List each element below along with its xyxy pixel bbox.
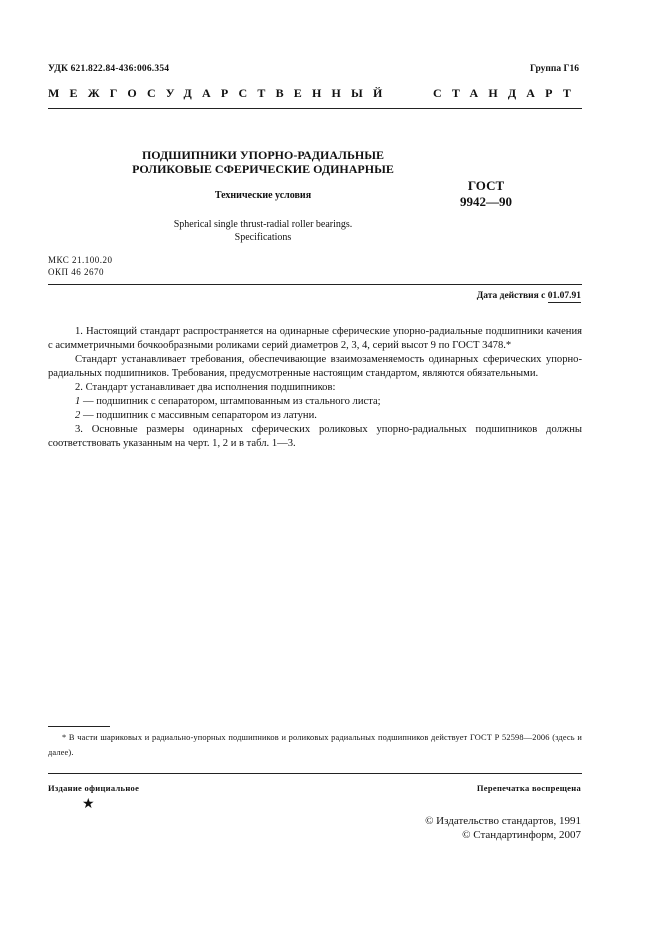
effective-date-label: Дата действия с <box>476 291 546 301</box>
list-item <box>48 409 582 423</box>
reprint-prohibited: Перепечатка воспрещена <box>476 783 581 793</box>
list-item-text: — подшипник с массивным сепаратором из латуни. <box>80 410 317 421</box>
list-item-text: — подшипник с сепаратором, штампованным из стального листа; <box>80 396 381 407</box>
title-line-1: ПОДШИПНИКИ УПОРНО-РАДИАЛЬНЫЕ <box>141 148 385 162</box>
banner-standard: СТАНДАРТ <box>432 86 582 100</box>
classification-codes <box>48 254 113 278</box>
list-item-number: 1 <box>75 396 81 407</box>
footer-rule <box>48 773 582 774</box>
paragraph-3: 2. Стандарт устанавливает два исполнения подшипников: <box>75 382 336 393</box>
standard-banner <box>48 86 582 101</box>
gost-label: ГОСТ <box>467 178 505 193</box>
footnote <box>48 730 582 760</box>
list-item-number: 2 <box>75 410 81 421</box>
list-item <box>48 395 582 409</box>
effective-date <box>477 291 581 301</box>
footnote-text: * В части шариковых и радиально-упорных подшипников и роликовых радиальных подшипников действует ГОСТ Р 52598—2006 (здесь и далее). <box>48 733 582 757</box>
copyright-2: © Стандартинформ, 2007 <box>462 829 581 841</box>
title-line-2: РОЛИКОВЫЕ СФЕРИЧЕСКИЕ ОДИНАРНЫЕ <box>132 162 394 176</box>
udk-code: УДК 621.822.84-436:006.354 <box>48 64 170 74</box>
english-title <box>118 218 408 244</box>
gost-number: 9942—90 <box>460 194 512 209</box>
paragraph-4: 3. Основные размеры одинарных сферических роликовых упорно-радиальных подшипников должны соответствовать указанным на черт. 1, 2 и в табл. 1—3. <box>48 424 582 449</box>
footnote-rule <box>48 726 110 727</box>
document-title <box>118 148 408 176</box>
paragraph-1: 1. Настоящий стандарт распространяется на одинарные сферические упорно-радиальные подшипники качения с асимметричными бочкообразными роликами серий диаметров 2, 3, 4, серий высот 9 по ГОСТ 3478.* <box>48 326 582 351</box>
group-code: Группа Г16 <box>530 64 579 74</box>
document-subtitle: Технические условия <box>214 190 312 201</box>
codes-rule <box>48 284 582 285</box>
effective-date-value: 01.07.91 <box>547 291 581 301</box>
okp-code: ОКП 46 2670 <box>48 267 105 277</box>
mks-code: МКС 21.100.20 <box>48 255 113 265</box>
english-title-line-1: Spherical single thrust-radial roller bearings. <box>173 219 353 230</box>
paragraph-2: Стандарт устанавливает требования, обеспечивающие взаимозаменяемость одинарных сферических упорно-радиальных подшипников. Требования, предусмотренные настоящим стандартом, являются обязательными. <box>48 354 582 379</box>
gost-designation <box>446 178 526 210</box>
copyright-1: © Издательство стандартов, 1991 <box>425 815 581 827</box>
english-title-line-2: Specifications <box>234 232 292 243</box>
banner-interstate: МЕЖГОСУДАРСТВЕННЫЙ <box>48 86 393 100</box>
official-edition: Издание официальное <box>48 783 140 793</box>
header-rule <box>48 108 582 109</box>
star-icon: ★ <box>82 797 95 812</box>
document-body <box>48 325 582 451</box>
